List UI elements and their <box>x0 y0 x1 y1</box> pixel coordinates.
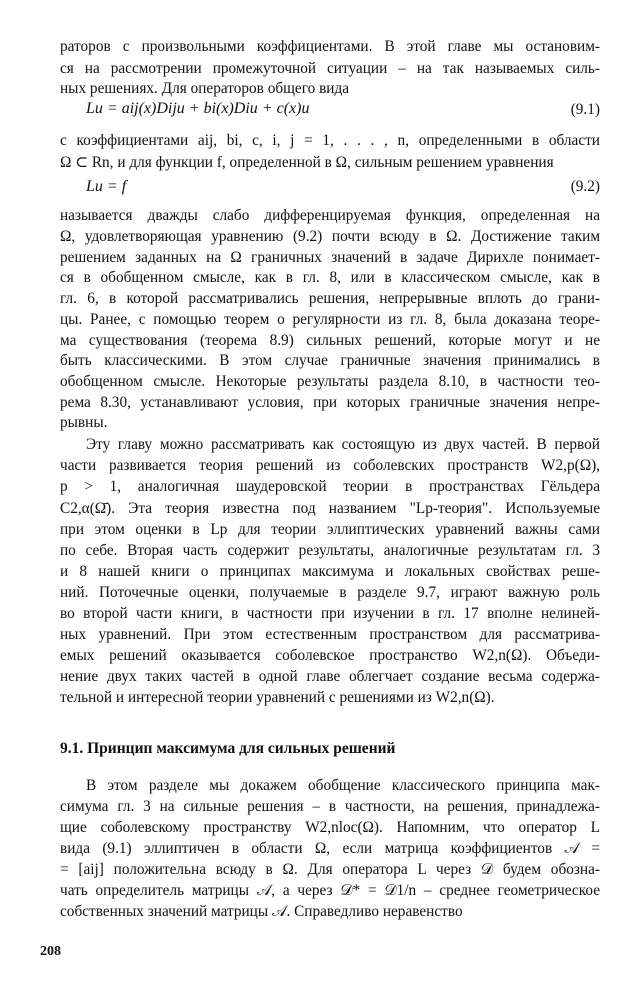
text-line: решением заданных на Ω граничных значений в задаче Дирихле понимает- <box>60 249 600 266</box>
text-line: гл. 6, в которой рассматривались решения, непрерывные вплоть до грани- <box>60 290 600 307</box>
equation-number: (9.1) <box>570 101 600 118</box>
text-line: нение двух таких частей в одной главе облегчает создание весьма содержа- <box>60 668 600 685</box>
text-line: ных решениях. Для операторов общего вида <box>60 80 350 97</box>
text-line: вида (9.1) эллиптичен в области Ω, если матрица коэффициентов 𝒜 = <box>60 840 600 857</box>
equation-9-2: Lu = f <box>86 178 127 195</box>
text-line: Ω, удовлетворяющая уравнению (9.2) почти всюду в Ω. Достижение таким <box>60 228 600 245</box>
text-line: ся на рассмотрении промежуточной ситуации – на так называемых силь- <box>60 60 600 77</box>
text-line: p > 1, аналогичная шаудеровской теории в пространствах Гёльдера <box>60 478 600 495</box>
text-line: тельной и интересной теории уравнений с решениями из W2,n(Ω). <box>60 689 495 706</box>
text-line: и 8 нашей книги о принципах максимума и локальных свойствах реше- <box>60 563 600 580</box>
text-line: цы. Ранее, с помощью теорем о регулярности из гл. 8, была доказана теоре- <box>60 311 600 328</box>
text-line: В этом разделе мы докажем обобщение классического принципа мак- <box>86 777 600 794</box>
text-line: обобщенном смысле. Некоторые результаты раздела 8.10, в частности тео- <box>60 373 600 390</box>
equation-number: (9.2) <box>570 178 600 195</box>
text-line: C2,α(Ω̄). Эта теория известна под названием "Lp-теория". Используемые <box>60 500 600 517</box>
text-line: емых решений оказывается соболевское пространство W2,n(Ω). Объеди- <box>60 647 600 664</box>
text-line: Ω ⊂ Rn, и для функции f, определенной в Ω, сильным решением уравнения <box>60 154 554 171</box>
text-line: ма существования (теорема 8.9) сильных решений, которые могут и не <box>60 332 600 349</box>
text-line: быть классическими. В этом случае граничные значения принимались в <box>60 352 600 369</box>
text-line: рема 8.30, устанавливают условия, при которых граничные значения непре- <box>60 394 600 411</box>
text-line: рывны. <box>60 414 108 431</box>
text-line: ных уравнений. При этом естественным пространством для рассматрива- <box>60 626 600 643</box>
text-line: Эту главу можно рассматривать как состоящую из двух частей. В первой <box>86 436 600 453</box>
text-line: раторов с произвольными коэффициентами. В этой главе мы остановим- <box>60 38 600 55</box>
text-line: во второй части книги, в частности при изучении в гл. 17 вполне нелиней- <box>60 605 600 622</box>
text-line: симума гл. 3 на сильные решения – в частности, на решения, принадлежа- <box>60 798 600 815</box>
text-line: по себе. Вторая часть содержит результаты, аналогичные результатам гл. 3 <box>60 542 600 559</box>
text-line: собственных значений матрицы 𝒜. Справедливо неравенство <box>60 903 463 920</box>
text-line: чать определитель матрицы 𝒜, а через 𝒟* = 𝒟1/n – среднее геометрическое <box>60 882 600 899</box>
text-line: части развивается теория решений из соболевских пространств W2,p(Ω), <box>60 457 600 474</box>
equation-9-1: Lu = aij(x)Diju + bi(x)Diu + c(x)u <box>86 100 310 117</box>
text-line: = [aij] положительна всюду в Ω. Для оператора L через 𝒟 будем обозна- <box>60 861 600 878</box>
text-line: называется дважды слабо дифференцируемая функция, определенная на <box>60 207 600 224</box>
text-line: ся в обобщенном смысле, как в гл. 8, или в классическом смысле, как в <box>60 269 600 286</box>
section-heading: 9.1. Принцип максимума для сильных решений <box>60 740 396 757</box>
text-line: щие соболевскому пространству W2,nloc(Ω). Напомним, что оператор L <box>60 819 600 836</box>
text-line: ний. Поточечные оценки, получаемые в разделе 9.7, играют важную роль <box>60 584 600 601</box>
text-line: с коэффициентами aij, bi, c, i, j = 1, . . . , n, определенными в области <box>60 132 600 149</box>
page-number: 208 <box>40 944 61 959</box>
text-line: при этом оценки в Lp для теории эллиптических уравнений важны сами <box>60 521 600 538</box>
